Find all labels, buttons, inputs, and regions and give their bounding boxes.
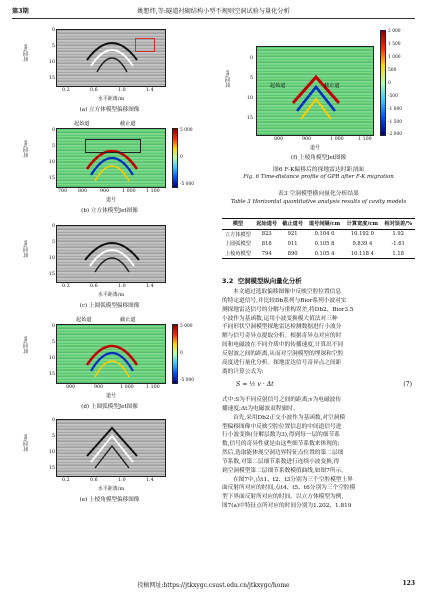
y-tick: 15: [48, 372, 55, 377]
x-tick: 900: [94, 385, 104, 390]
hyperbola-reflection: [57, 129, 166, 188]
colorbar-tick: 0: [388, 81, 391, 86]
x-axis-label: 水平距离/m: [97, 486, 125, 492]
y-axis-label: 时间/ns: [23, 44, 29, 62]
x-tick: 1.0: [118, 88, 126, 93]
x-tick: 800: [78, 189, 88, 194]
paragraph-2: [222, 396, 415, 511]
text-line: 高度进行量化分析。探地雷达信号奇异点之间距: [222, 359, 342, 366]
y-axis-label: 时间/ns: [23, 336, 29, 354]
y-tick: 15: [48, 466, 55, 471]
figure-panel-a: [22, 26, 197, 116]
x-tick: 900: [100, 189, 110, 194]
figure-caption-a: (a) 立方体模型偏移图像: [79, 107, 140, 113]
text-line: 反射波之间的距离,从而对空洞模型的埋深和空腔: [222, 350, 344, 357]
x-tick: 1 100: [358, 137, 372, 142]
x-tick: 0.2: [62, 478, 70, 483]
x-tick: 1.0: [118, 478, 126, 483]
x-tick: 1.4: [146, 284, 154, 289]
colorbar-tick: -5 000: [180, 378, 195, 383]
y-tick: 15: [48, 176, 55, 181]
text-line: 到空洞模型第二层细节系数模值曲线,如图7所示。: [222, 467, 347, 474]
text-line: 面反射所对应的时间,点t4、t5、t6分别为三个空腔模: [222, 485, 356, 492]
y-tick: 15: [246, 116, 253, 121]
table-row: [222, 239, 415, 249]
end-trace-label: 截止道: [120, 317, 136, 323]
text-line: 节系数,对第二层细节系数进行连续小波变换,得: [222, 458, 340, 465]
section-title: 空洞模型纵向量化分析: [237, 277, 302, 285]
x-tick: 0.6: [90, 284, 98, 289]
start-trace-label: 起始道: [74, 121, 90, 127]
x-tick: 800: [274, 137, 284, 142]
start-trace-label: 起始道: [270, 83, 286, 89]
table-3-title-en: Table 3 Horizontal quantitative analysis results of cavity models: [230, 199, 407, 205]
table-cell: 0.105 4: [306, 249, 344, 259]
table-cell: 911: [287, 240, 298, 247]
x-tick: 0.6: [90, 88, 98, 93]
y-tick: 0: [51, 324, 55, 329]
figure-panel-d: [22, 314, 197, 412]
table-cell: 立方体模型: [224, 231, 251, 238]
x-axis-label: 水平距离/m: [97, 292, 125, 298]
colorbar-tick: -2 000: [388, 132, 403, 137]
table-cell: 1.18: [381, 249, 415, 259]
table-cell: 上圆弧模型: [224, 241, 251, 248]
y-axis-label: 时间/ns: [23, 434, 29, 452]
text-line: 小波作为基函数,运用小波变换模大值法对三种: [222, 315, 338, 322]
figure-6-title-en: Fig. 6 Time-distance profile of GPR after F-K migration: [243, 174, 394, 180]
colorbar-tick: -500: [388, 94, 398, 99]
colorbar-tick: 5 000: [180, 324, 193, 329]
text-line: 间和电磁波在不同介质中的传播速度,计算出不同: [222, 342, 344, 349]
table-cell: 0.104 0: [314, 231, 335, 238]
table-header: 计算宽度/cm: [343, 219, 381, 229]
table-cell: 823: [261, 231, 272, 238]
paragraph-1: [222, 288, 415, 376]
x-tick: 1 000: [120, 385, 134, 390]
hyperbola-reflection: [57, 325, 166, 384]
figure-panel-e: [22, 416, 197, 506]
y-tick: 5: [249, 76, 253, 81]
y-tick: 0: [51, 418, 55, 423]
table-header: 道号间隔/cm: [306, 219, 344, 229]
figure-caption-b: (b) 立方体模型Jet图像: [81, 208, 138, 214]
y-tick: 10: [48, 356, 55, 361]
table-cell: 上棱角模型: [222, 249, 254, 259]
text-line: 行小波变换(分解层数为3),得到每一层的细节系: [222, 432, 340, 439]
colorbar: [380, 30, 386, 136]
x-tick: 1.4: [146, 478, 154, 483]
table-header: 模型: [222, 219, 254, 229]
colorbar-tick: 1 500: [388, 42, 401, 47]
y-axis-label: 时间/ns: [23, 240, 29, 258]
equation-number: (7): [403, 381, 412, 388]
figure-caption-c: (c) 上圆弧模型偏移图像: [79, 303, 140, 309]
colorbar-tick: -1 500: [388, 120, 403, 125]
text-line: 解与信号奇异点提取分析。根据奇异点对应的时: [222, 333, 342, 340]
text-line: 首先,采用Db2正交小波作为基函数,对空洞模: [233, 414, 346, 421]
x-tick: 0.6: [90, 478, 98, 483]
x-tick: 800: [66, 385, 76, 390]
x-tick: 1 100: [146, 385, 160, 390]
x-tick: 900: [302, 137, 312, 142]
table-cell: 890: [280, 249, 306, 259]
y-tick: 15: [48, 76, 55, 81]
x-tick: 0.2: [62, 88, 70, 93]
y-tick: 0: [51, 128, 55, 133]
hyperbola-reflection: [57, 226, 166, 283]
x-tick: 1 000: [330, 137, 344, 142]
colorbar-tick: -5 000: [180, 182, 195, 187]
table-3-title-cn: 表3 空洞模型横向量化分析结果: [278, 191, 359, 197]
region-marker: [135, 38, 155, 52]
y-tick: 10: [48, 450, 55, 455]
region-marker: [85, 139, 141, 153]
page-number: 123: [402, 580, 415, 587]
section-heading: [222, 276, 302, 285]
y-axis-label: 时间/ns: [23, 140, 29, 158]
y-tick: 15: [48, 272, 55, 277]
end-trace-label: 截止道: [324, 83, 340, 89]
text-line: 的特定道信号,并比较Db系列与Bior系列小波对实: [222, 297, 347, 304]
y-tick: 0: [51, 28, 55, 33]
figure-6-title-cn: 图6 F-K偏移后的探地雷达时距剖面: [273, 167, 364, 173]
x-axis-label: 道号: [105, 393, 116, 399]
table-cell: 10.118 4: [343, 249, 381, 259]
x-axis-label: 道号: [105, 197, 116, 203]
hyperbola-reflection: [257, 47, 374, 136]
figure-panel-c: [22, 222, 197, 312]
gpr-profile-image: [56, 225, 166, 283]
results-table: [222, 218, 415, 259]
text-line: 播速度;Δt为电磁波双程旅时。: [222, 405, 299, 412]
page-header: [12, 6, 415, 17]
text-line: 型偏移图像中反映空腔位置信息的中间道信号进: [222, 423, 342, 430]
x-tick: 0.2: [62, 284, 70, 289]
table-header: 起始道号: [254, 219, 280, 229]
x-axis-label: 水平距离/m: [97, 96, 125, 102]
table-row: [222, 249, 415, 259]
text-line: 式中:S为不同反射信号之间的距离;v为电磁波传: [222, 397, 342, 403]
y-axis-label: 时间/ns: [225, 70, 231, 88]
table-cell: 1.92: [392, 231, 404, 238]
table-cell: 921: [287, 231, 298, 238]
colorbar-tick: 5 000: [180, 128, 193, 133]
y-tick: 10: [246, 96, 253, 101]
text-line: 数,信号的奇异性就是由这些细节系数来体现的;: [222, 441, 340, 448]
table-cell: 794: [254, 249, 280, 259]
jet-image: [56, 128, 166, 188]
colorbar-tick: -1 000: [388, 107, 403, 112]
x-tick: 1.4: [146, 88, 154, 93]
table-cell: 9.839 4: [352, 240, 373, 247]
journal-website: 投稿网址:https://jtkxygc.csust.edu.cn/jtkxygc/home: [137, 582, 290, 589]
y-tick: 5: [51, 44, 55, 49]
y-tick: 5: [51, 434, 55, 439]
table-cell: 818: [261, 240, 272, 247]
table-cell: 0.105 8: [314, 240, 335, 247]
y-tick: 0: [51, 224, 55, 229]
gpr-profile-image: [56, 29, 166, 87]
page-footer: [12, 580, 415, 590]
x-tick: 700: [58, 189, 68, 194]
y-tick: 0: [249, 56, 253, 61]
colorbar: [172, 128, 178, 188]
y-tick: 10: [48, 160, 55, 165]
y-tick: 10: [48, 60, 55, 65]
x-tick: 1 000: [122, 189, 136, 194]
colorbar: [172, 324, 178, 384]
text-line: 然后,选取能体现空洞边界特征点位置的第二层细: [222, 450, 344, 457]
colorbar-tick: 0: [180, 351, 183, 356]
y-tick: 5: [51, 144, 55, 149]
table-header: 截止道号: [280, 219, 306, 229]
text-line: 不同形状空洞模型探地雷达检测数据进行小波分: [222, 324, 342, 331]
equation-body: S = ½ v · Δt: [236, 381, 274, 388]
text-line: 本文通过选取偏移图像中反映空腔位置信息: [233, 289, 342, 295]
equation-7: [236, 381, 412, 388]
text-line: 型下界面反射所对应的时间。以立方体模型为例,: [222, 494, 344, 501]
figure-caption-e: (e) 上棱角模型偏移图像: [79, 497, 140, 503]
end-trace-label: 截止道: [120, 121, 136, 127]
hyperbola-reflection: [57, 420, 166, 477]
y-tick: 10: [48, 256, 55, 261]
colorbar-tick: 2 000: [388, 29, 401, 34]
gpr-profile-image: [56, 419, 166, 477]
text-line: 图7(a)中特征点所对应的时间分别为1.202、1.819: [222, 503, 352, 510]
colorbar-tick: 1 000: [388, 55, 401, 60]
x-tick: 1 100: [146, 189, 160, 194]
running-title: 姚想炜,等:隧道衬砌结构小型不规则空洞试验与量化分析: [137, 8, 290, 15]
text-line: 离的计算公式为:: [222, 368, 264, 375]
table-cell: 10.192 0: [350, 231, 374, 238]
issue-number: 第3期: [12, 8, 29, 15]
text-line: 测探地雷达信号的分解与重构误差,将Db2、Bior3.5: [222, 306, 354, 313]
figure-panel-f: [222, 26, 415, 160]
x-tick: 1.0: [118, 284, 126, 289]
y-tick: 5: [51, 340, 55, 345]
colorbar-tick: 500: [388, 68, 397, 73]
text-line: 在图7中,点t1、t2、t3分别为三个空腔模型上界: [233, 476, 353, 483]
start-trace-label: 起始道: [76, 317, 92, 323]
jet-image: [56, 324, 166, 384]
table-row: [222, 229, 415, 239]
figure-panel-b: [22, 120, 197, 216]
y-tick: 5: [51, 240, 55, 245]
colorbar-tick: 0: [180, 155, 183, 160]
x-axis-label: 道号: [309, 145, 320, 151]
section-number: 3.2: [222, 277, 234, 285]
header-rule: [12, 18, 415, 19]
table-header: 相对误差/%: [381, 219, 415, 229]
figure-caption-d: (d) 上圆弧模型Jet图像: [81, 404, 138, 410]
table-cell: -1.61: [391, 240, 405, 247]
figure-caption-f: (f) 上棱角模型Jet图像: [290, 155, 347, 161]
jet-image: [256, 46, 374, 136]
